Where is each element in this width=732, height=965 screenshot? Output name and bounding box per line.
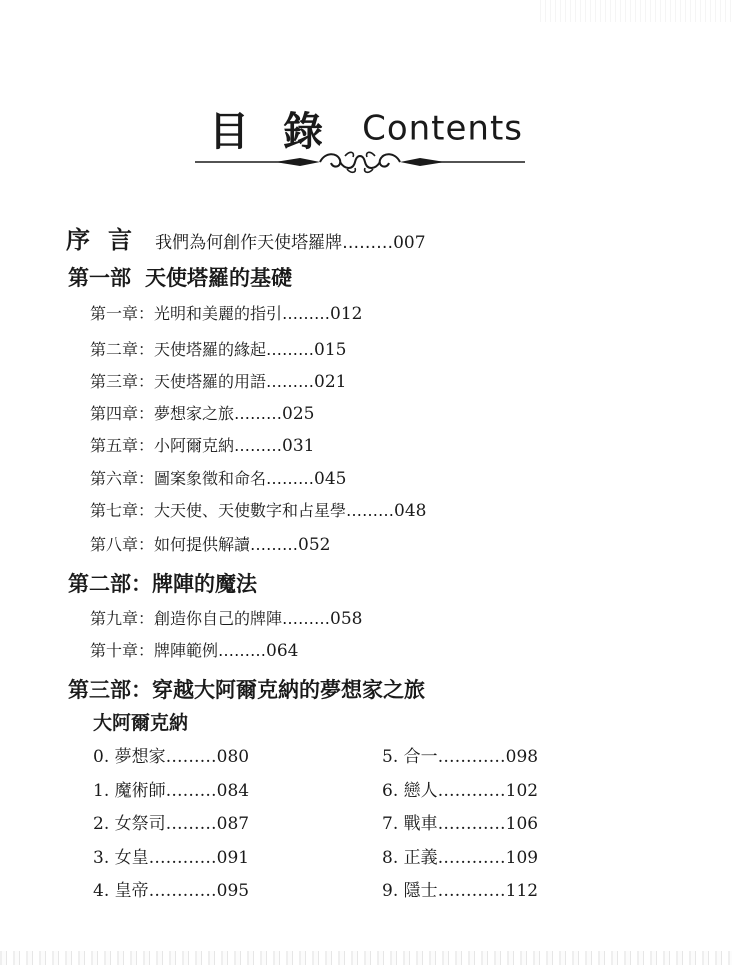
card-title: 戀人 bbox=[403, 781, 438, 801]
chapter-title: 小阿爾克納 bbox=[154, 436, 235, 455]
card-entry bbox=[93, 776, 249, 801]
card-leader: ………… bbox=[148, 848, 217, 868]
section-subheading: 大阿爾克納 bbox=[93, 712, 189, 734]
chapter-page: 064 bbox=[266, 641, 299, 661]
chapter-leader: ……… bbox=[266, 340, 315, 359]
preface-page: 007 bbox=[393, 233, 426, 253]
chapter-number: 第九章： bbox=[90, 609, 155, 628]
chapter-leader: ……… bbox=[282, 304, 331, 323]
card-page: 106 bbox=[505, 814, 539, 834]
chapter-page: 058 bbox=[330, 609, 363, 629]
card-entry bbox=[382, 776, 538, 801]
card-entry bbox=[93, 742, 249, 767]
chapter-leader: ……… bbox=[234, 404, 283, 423]
preface-leader: ……… bbox=[342, 233, 394, 253]
card-title: 夢想家 bbox=[114, 747, 166, 767]
card-number: 0. bbox=[93, 747, 110, 767]
chapter-entry bbox=[90, 301, 362, 324]
preface-label: 序言 bbox=[66, 225, 150, 254]
chapter-page: 052 bbox=[298, 535, 331, 555]
part-title: 牌陣的魔法 bbox=[152, 571, 257, 596]
chapter-entry bbox=[90, 433, 314, 456]
chapter-number: 第四章： bbox=[90, 404, 155, 423]
card-number: 7. bbox=[382, 814, 399, 834]
card-page: 109 bbox=[505, 848, 539, 868]
card-entry bbox=[382, 876, 538, 901]
chapter-page: 015 bbox=[314, 340, 347, 360]
flourish-ornament-icon bbox=[195, 147, 525, 177]
card-title: 合一 bbox=[403, 747, 438, 767]
card-leader: ………… bbox=[437, 781, 506, 801]
chapter-entry bbox=[90, 498, 426, 521]
card-title: 皇帝 bbox=[114, 881, 149, 901]
chapter-leader: ……… bbox=[266, 469, 315, 488]
card-title: 隱士 bbox=[403, 881, 438, 901]
card-title: 魔術師 bbox=[114, 781, 166, 801]
part-title: 穿越大阿爾克納的夢想家之旅 bbox=[152, 677, 425, 702]
card-page: 087 bbox=[216, 814, 250, 834]
chapter-page: 012 bbox=[330, 304, 363, 324]
card-number: 9. bbox=[382, 881, 399, 901]
toc-preface bbox=[66, 220, 426, 255]
card-leader: ………… bbox=[148, 881, 217, 901]
chapter-number: 第五章： bbox=[90, 436, 155, 455]
chapter-leader: ……… bbox=[266, 372, 315, 391]
card-title: 戰車 bbox=[403, 814, 438, 834]
chapter-leader: ……… bbox=[218, 641, 267, 660]
part-heading-2 bbox=[68, 568, 257, 598]
chapter-number: 第三章： bbox=[90, 372, 155, 391]
card-entry bbox=[93, 843, 249, 868]
chapter-title: 天使塔羅的緣起 bbox=[154, 340, 267, 359]
card-leader: ……… bbox=[165, 781, 217, 801]
page-title-en: Contents bbox=[362, 108, 524, 149]
chapter-page: 048 bbox=[394, 501, 427, 521]
chapter-title: 大天使、天使數字和占星學 bbox=[154, 501, 347, 520]
card-leader: ……… bbox=[165, 814, 217, 834]
card-leader: ………… bbox=[437, 814, 506, 834]
chapter-title: 牌陣範例 bbox=[154, 641, 219, 660]
card-number: 4. bbox=[93, 881, 110, 901]
chapter-leader: ……… bbox=[250, 535, 299, 554]
chapter-leader: ……… bbox=[234, 436, 283, 455]
card-entry bbox=[382, 843, 538, 868]
chapter-leader: ……… bbox=[282, 609, 331, 628]
page-title-cn: 目錄 bbox=[208, 109, 357, 155]
chapter-page: 025 bbox=[282, 404, 315, 424]
chapter-number: 第六章： bbox=[90, 469, 155, 488]
chapter-number: 第七章： bbox=[90, 501, 155, 520]
scan-noise-top bbox=[540, 0, 732, 22]
card-number: 5. bbox=[382, 747, 399, 767]
part-label: 第二部 bbox=[68, 571, 131, 596]
chapter-page: 045 bbox=[314, 469, 347, 489]
chapter-number: 第二章： bbox=[90, 340, 155, 359]
card-entry bbox=[93, 809, 249, 834]
card-page: 095 bbox=[216, 881, 250, 901]
part-label: 第三部 bbox=[68, 677, 131, 702]
chapter-entry bbox=[90, 369, 346, 392]
chapter-entry bbox=[90, 466, 346, 489]
chapter-title: 夢想家之旅 bbox=[154, 404, 235, 423]
part-heading-1 bbox=[68, 262, 292, 292]
card-number: 3. bbox=[93, 848, 110, 868]
chapter-number: 第八章： bbox=[90, 535, 155, 554]
part-title: 天使塔羅的基礎 bbox=[145, 265, 292, 290]
scan-noise-bottom bbox=[0, 951, 732, 965]
chapter-title: 光明和美麗的指引 bbox=[154, 304, 283, 323]
card-leader: ………… bbox=[437, 881, 506, 901]
card-number: 2. bbox=[93, 814, 110, 834]
card-page: 091 bbox=[216, 848, 250, 868]
chapter-entry bbox=[90, 401, 314, 424]
card-title: 女祭司 bbox=[114, 814, 166, 834]
chapter-page: 021 bbox=[314, 372, 347, 392]
chapter-title: 如何提供解讀 bbox=[154, 535, 251, 554]
card-page: 098 bbox=[505, 747, 539, 767]
card-number: 6. bbox=[382, 781, 399, 801]
chapter-page: 031 bbox=[282, 436, 315, 456]
chapter-number: 第十章： bbox=[90, 641, 155, 660]
card-page: 112 bbox=[505, 881, 539, 901]
card-entry bbox=[382, 742, 538, 767]
part-label: 第一部 bbox=[68, 265, 131, 290]
chapter-entry bbox=[90, 606, 362, 629]
card-page: 102 bbox=[505, 781, 539, 801]
chapter-number: 第一章： bbox=[90, 304, 155, 323]
card-title: 正義 bbox=[403, 848, 438, 868]
card-leader: ………… bbox=[437, 747, 506, 767]
card-entry bbox=[382, 809, 538, 834]
chapter-title: 創造你自己的牌陣 bbox=[154, 609, 283, 628]
chapter-entry bbox=[90, 532, 330, 555]
part-separator: ： bbox=[131, 571, 152, 596]
card-title: 女皇 bbox=[114, 848, 149, 868]
chapter-entry bbox=[90, 337, 346, 360]
card-leader: ……… bbox=[165, 747, 217, 767]
card-number: 1. bbox=[93, 781, 110, 801]
card-page: 080 bbox=[216, 747, 250, 767]
card-entry bbox=[93, 876, 249, 901]
card-leader: ………… bbox=[437, 848, 506, 868]
part-heading-3 bbox=[68, 674, 425, 704]
chapter-leader: ……… bbox=[346, 501, 395, 520]
chapter-entry bbox=[90, 638, 298, 661]
part-separator: ： bbox=[131, 677, 152, 702]
card-page: 084 bbox=[216, 781, 250, 801]
preface-title: 我們為何創作天使塔羅牌 bbox=[155, 233, 343, 253]
chapter-title: 圖案象徵和命名 bbox=[154, 469, 267, 488]
chapter-title: 天使塔羅的用語 bbox=[154, 372, 267, 391]
card-number: 8. bbox=[382, 848, 399, 868]
